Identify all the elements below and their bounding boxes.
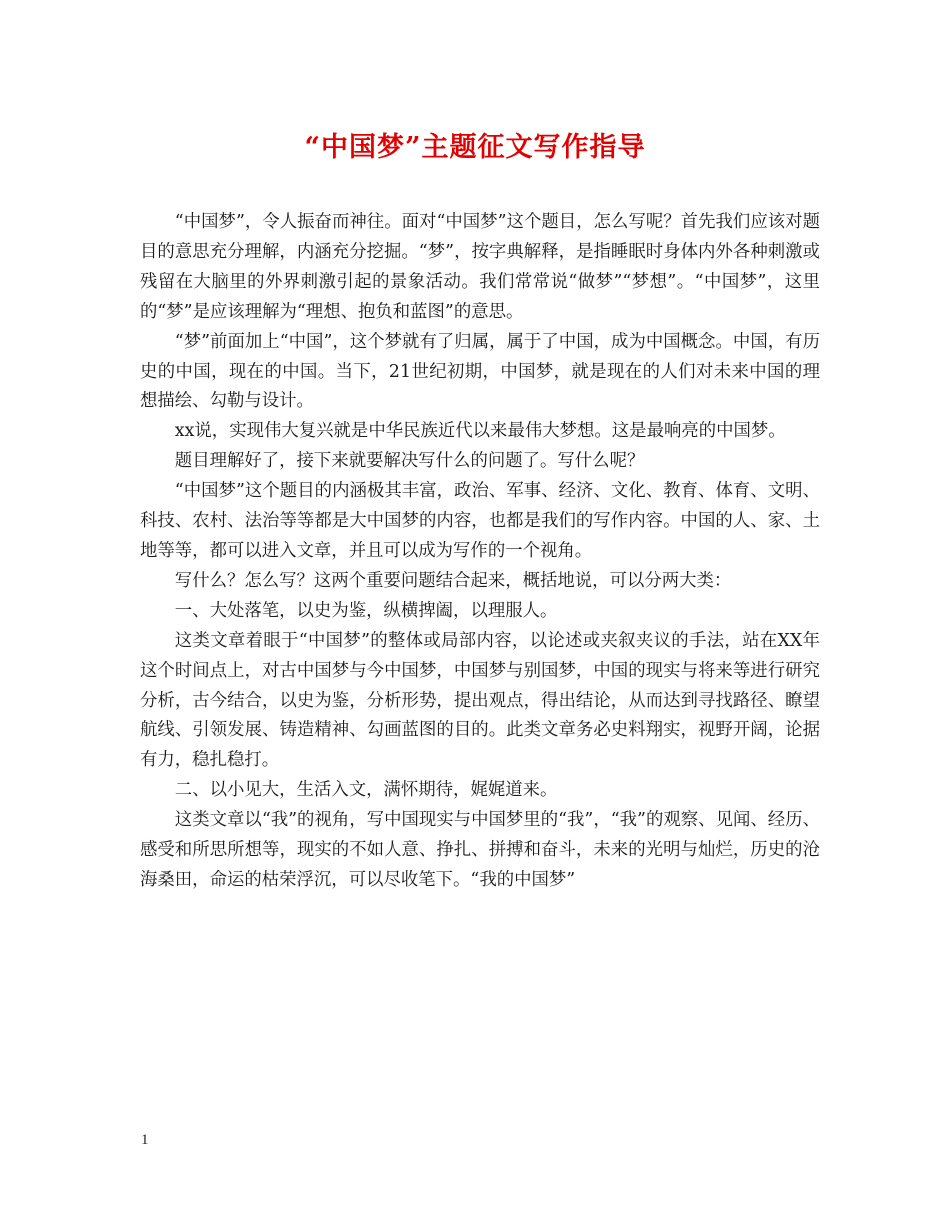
paragraph: 写什么？怎么写？这两个重要问题结合起来，概括地说，可以分两大类： [174,570,732,591]
paragraph: xx说，实现伟大复兴就是中华民族近代以来最伟大梦想。这是最响亮的中国梦。 [174,421,786,442]
paragraph: 题目理解好了，接下来就要解决写什么的问题了。写什么呢？ [174,451,645,472]
paragraph: “中国梦”，令人振奋而神往。面对“中国梦”这个题目，怎么写呢？首先我们应该对题目的意思充分理解，内涵充分挖掘。“梦”，按字典解释，是指睡眠时身体内外各种刺激或残留在大脑里的外界刺激引起的景象活动。我们常常说“做梦”“梦想”。“中国梦”，这里的“梦”是应该理解为“理想、抱负和蓝图”的意思。 [140,212,820,322]
document-title: “中国梦”主题征文写作指导 [304,132,646,163]
document-body [140,208,820,896]
section-heading-two: 二、以小见大，生活入文，满怀期待，娓娓道来。 [174,780,558,801]
paragraph: 这类文章以“我”的视角，写中国现实与中国梦里的“我”，“我”的观察、见闻、经历、感受和所思所想等，现实的不如人意、挣扎、拼搏和奋斗，未来的光明与灿烂，历史的沧海桑田，命运的枯荣浮沉，可以尽收笔下。“我的中国梦” [140,810,820,890]
paragraph: “中国梦”这个题目的内涵极其丰富，政治、军事、经济、文化、教育、体育、文明、科技、农村、法治等等都是大中国梦的内容，也都是我们的写作内容。中国的人、家、土地等等，都可以进入文章，并且可以成为写作的一个视角。 [140,481,820,561]
paragraph: 这类文章着眼于“中国梦”的整体或局部内容，以论述或夹叙夹议的手法，站在XX年这个时间点上，对古中国梦与今中国梦，中国梦与别国梦，中国的现实与将来等进行研究分析，古今结合，以史为鉴，分析形势，提出观点，得出结论，从而达到寻找路径、瞭望航线、引领发展、铸造精神、勾画蓝图的目的。此类文章务必史料翔实，视野开阔，论据有力，稳扎稳打。 [140,630,820,771]
page-number: 1 [141,1132,149,1148]
paragraph: “梦”前面加上“中国”，这个梦就有了归属，属于了中国，成为中国概念。中国，有历史的中国，现在的中国。当下，21世纪初期，中国梦，就是现在的人们对未来中国的理想描绘、勾勒与设计。 [140,331,820,412]
section-heading-one: 一、大处落笔，以史为鉴，纵横捭阖，以理服人。 [174,600,558,621]
